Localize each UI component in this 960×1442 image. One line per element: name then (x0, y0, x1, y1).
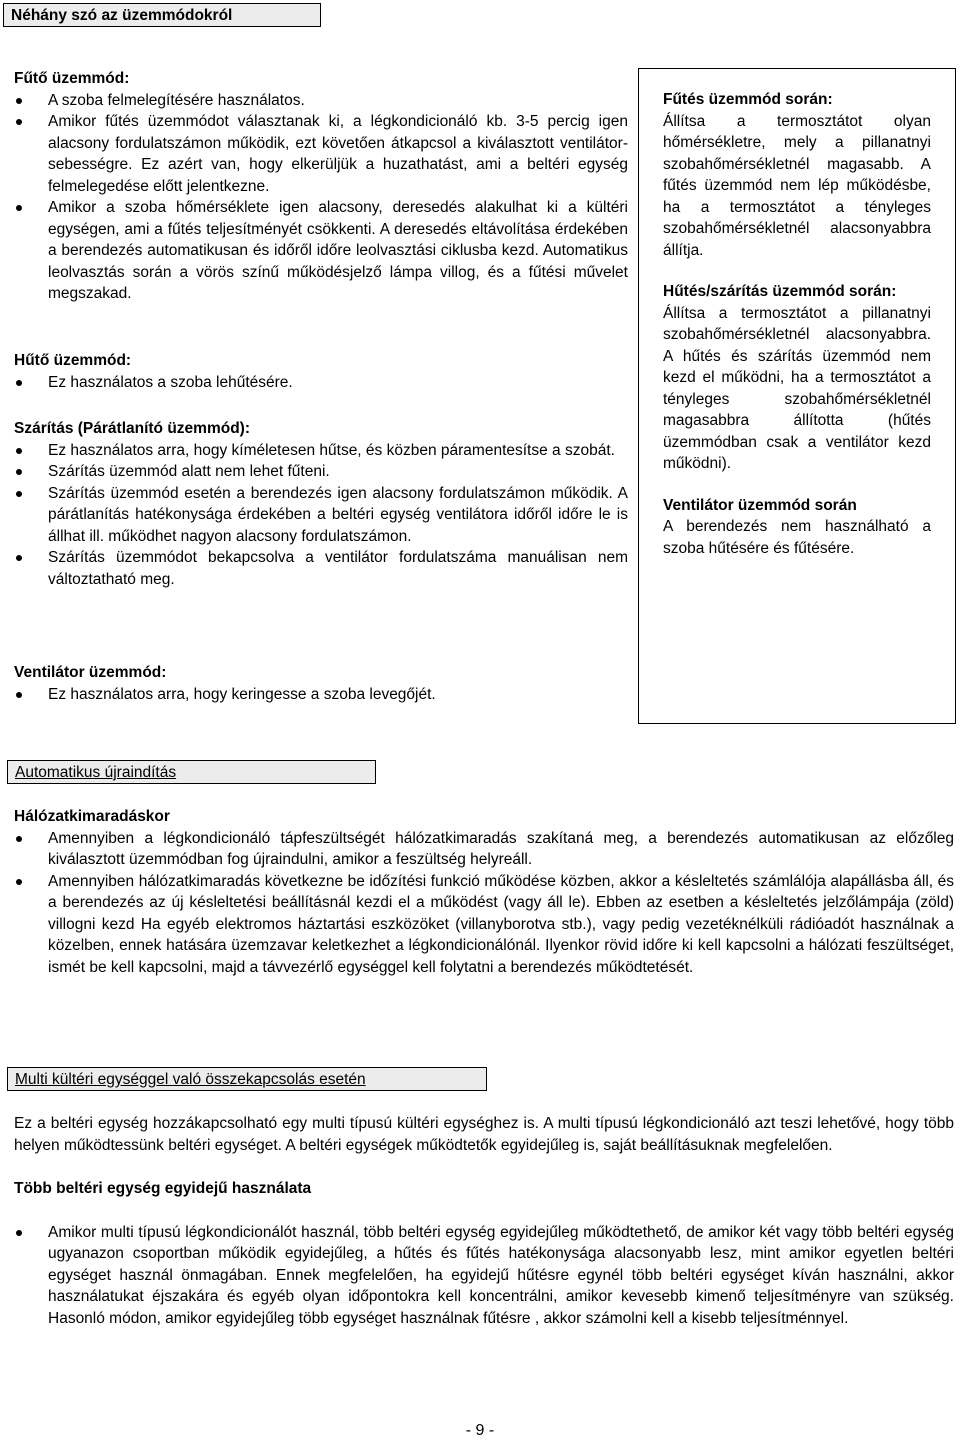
list-item: Amennyiben hálózatkimaradás következne be időzítési funkció működése közben, akkor a késleltetés számlálója alapállásba áll, és a berendezés az új késleltetési beállításnál kezdi el a működést (vagy áll le). Ebben az esetben a késleltetés jelzőlámpája (zöld) villogni kezd Ha egyéb elektromos háztartási eszközöket (villanyborotva stb.), vagy pedig vezetéknélküli rádióadót használnak a közelben, ennek hatására üzemzavar keletkezhet a légkondicionálónál. Ilyenkor rövid időre ki kell kapcsolni a hálózati feszültséget, ismét be kell kapcsolni, majd a távvezérlő egységgel kell folytatni a berendezés működtetését. (14, 871, 954, 979)
list-ventilator (14, 684, 628, 706)
list-item: A szoba felmelegítésére használatos. (14, 90, 628, 112)
list-item: Szárítás üzemmód esetén a berendezés igen alacsony fordulatszámon működik. A párátlanítás hatékonysága érdekében a beltéri egység ventilátora időről időre le is állhat ill. működhet nagyon alacsony fordulatszámon. (14, 483, 628, 548)
list-item: Amikor a szoba hőmérséklete igen alacsony, deresedés alakulhat ki a kültéri egységen, ami a fűtés teljesítményét csökkenti. A deresedés eltávolítása érdekében a berendezés automatikusan és időről időre leolvasztási ciklusba kezd. Automatikus leolvasztás során a vörös színű működésjelző lámpa villog, és a fűtési művelet megszakad. (14, 197, 628, 305)
note-text-hutes: Állítsa a termosztátot a pillanatnyi szobahőmérsékletnél alacsonyabbra. A hűtés és szárítás üzemmód nem kezd el működni, ha a termosztátot a tényleges szobahőmérsékletnél magasabbra állította (hűtés üzemmódban csak a ventilátor kezd működni). (663, 304, 931, 472)
note-heading-ventilator: Ventilátor üzemmód során (663, 496, 857, 514)
heading-tobb-beltéri: Több beltéri egység egyidejű használata (14, 1180, 312, 1197)
heading-huto: Hűtő üzemmód: (14, 352, 132, 369)
heading-ventilator: Ventilátor üzemmód: (14, 664, 167, 681)
paragraph-multi: Ez a beltéri egység hozzákapcsolható egy multi típusú kültéri egységhez is. A multi típusú légkondicionáló azt teszi lehetővé, hogy több helyen működtessünk beltéri egységet. A beltéri egységek működtetők egyidejűleg is, saját beállításuknak megfelelően. (14, 1115, 954, 1154)
note-text-futes: Állítsa a termosztátot olyan hőmérsékletre, mely a pillanatnyi szobahőmérsékletnél magasabb. A fűtés üzemmód nem lép működésbe, ha a termosztátot a tényleges szobahőmérsékletnél alacsonyabbra állítja. (663, 112, 931, 259)
list-item: Szárítás üzemmódot bekapcsolva a ventilátor fordulatszáma manuálisan nem változtatható meg. (14, 547, 628, 590)
list-tobb-beltéri (14, 1222, 954, 1330)
page-number: - 9 - (465, 1422, 495, 1439)
list-item: Amennyiben a légkondicionáló tápfeszültségét hálózatkimaradás szakítaná meg, a berendezés automatikusan az előzőleg kiválasztott üzemmódban fog újraindulni, amikor a feszültség helyreáll. (14, 828, 954, 871)
block-ventilator (14, 662, 628, 705)
list-item: Amikor multi típusú légkondicionálót használ, több beltéri egység egyidejűleg működtethető, de amikor két vagy több beltéri egység ugyanazon csoportban működik egyidejűleg, a hűtés és fűtés hatékonysága alacsonyabb lesz, mint amikor egyetlen beltéri egységet használ önmagában. Ennek megfelelően, ha egyidejű hűtésre egynél több beltéri egységet kíván használni, akkor használatukat éjszakára és egyéb olyan időpontokra kell koncentrálni, amikor kevesebb kimenő teljesítményre van szükség. Hasonló módon, amikor egyidejűleg több egységet használnak fűtésre , akkor számolni kell a kisebb teljesítménnyel. (14, 1222, 954, 1330)
list-futo (14, 90, 628, 305)
section-title-uzemmodok: Néhány szó az üzemmódokról (3, 3, 321, 27)
list-szaritas (14, 440, 628, 591)
list-halozatkimaradas (14, 828, 954, 979)
block-szaritas (14, 418, 628, 590)
heading-szaritas: Szárítás (Párátlanító üzemmód): (14, 420, 250, 437)
block-huto (14, 350, 628, 393)
block-multi (14, 1113, 954, 1329)
thermostat-note-box (638, 68, 956, 724)
section-title-ujraindiras: Automatikus újraindítás (7, 760, 376, 784)
note-text-ventilator: A berendezés nem használható a szoba hűtésére és fűtésére. (663, 518, 931, 557)
heading-halozatkimaradas: Hálózatkimaradáskor (14, 808, 170, 825)
list-huto (14, 372, 628, 394)
list-item: Ez használatos a szoba lehűtésére. (14, 372, 628, 394)
section-title-multi: Multi kültéri egységgel való összekapcsolás esetén (7, 1067, 487, 1091)
note-heading-futes: Fűtés üzemmód során: (663, 91, 833, 108)
list-item: Szárítás üzemmód alatt nem lehet fűteni. (14, 461, 628, 483)
heading-futo: Fűtő üzemmód: (14, 70, 130, 87)
block-halozatkimaradas (14, 806, 954, 978)
note-heading-hutes: Hűtés/szárítás üzemmód során: (663, 283, 897, 300)
list-item: Ez használatos arra, hogy kíméletesen hűtse, és közben páramentesítse a szobát. (14, 440, 628, 462)
left-column (14, 68, 628, 305)
list-item: Ez használatos arra, hogy keringesse a szoba levegőjét. (14, 684, 628, 706)
list-item: Amikor fűtés üzemmódot választanak ki, a légkondicionáló kb. 3-5 percig igen alacsony fordulatszámon működik, ezt követően átkapcsol a kiválasztott ventilátor-sebességre. Ez azért van, hogy elkerüljük a huzathatást, ami a beltéri egység felmelegedése előtt jelentkezne. (14, 111, 628, 197)
